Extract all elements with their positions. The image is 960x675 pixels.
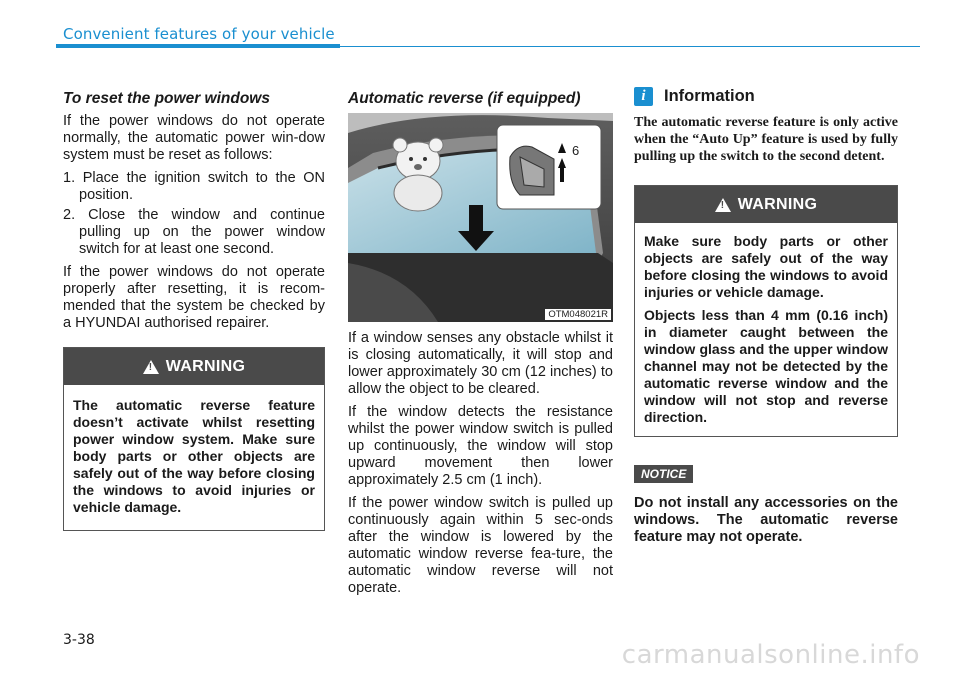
reset-steps (63, 170, 325, 258)
watermark: carmanualsonline.info (621, 640, 920, 670)
auto-reverse-paragraph: If the power window switch is pulled up continuously again within 5 sec-onds after the window is lowered by the automatic window reverse fea-ture, the automatic window reverse will not operate. (348, 495, 613, 596)
warning-triangle-icon: ! (143, 360, 159, 374)
notice-badge: NOTICE (634, 465, 693, 483)
figure-callout: 6 (572, 143, 580, 158)
information-text: The automatic reverse feature is only active when the “Auto Up” feature is used by fully pulling up the switch to the second detent. (634, 115, 898, 164)
information-title: Information (664, 87, 755, 105)
warning-box-reset (63, 347, 325, 531)
warning-label: WARNING (165, 357, 246, 375)
warning-box-objects (634, 185, 898, 437)
figure-label: OTM048021R (545, 309, 611, 320)
reset-step: 1. Place the ignition switch to the ON position. (63, 170, 325, 203)
reset-intro: If the power windows do not operate normally, the automatic power win-dow system must be reset as follows: (63, 113, 325, 163)
reset-outro: If the power windows do not operate properly after resetting, it is recom-mended that the system be checked by a HYUNDAI authorised repairer. (63, 264, 325, 331)
warning-header (635, 186, 897, 223)
warning-label: WARNING (737, 195, 818, 213)
auto-reverse-paragraph: If a window senses any obstacle whilst it is closing automatically, it will stop and lower approximately 30 cm (12 inches) to allow the object to be cleared. (348, 330, 613, 397)
warning-text: Make sure body parts or other objects are safely out of the way before closing the windows to avoid injuries or vehicle damage. (644, 233, 888, 300)
window-illustration-svg (348, 113, 613, 322)
warning-triangle-icon: ! (715, 198, 731, 212)
section-title: Convenient features of your vehicle (63, 25, 335, 43)
warning-header (64, 348, 324, 385)
column-left (63, 90, 325, 531)
auto-reverse-heading: Automatic reverse (if equipped) (348, 90, 581, 107)
page-number: 3-38 (63, 632, 95, 648)
auto-reverse-paragraph: If the window detects the resistance whilst the power window switch is pulled up continuously, the window will stop upward movement then lower approximately 2.5 cm (1 inch). (348, 404, 613, 488)
reset-heading: To reset the power windows (63, 90, 270, 107)
information-header (634, 87, 898, 106)
reset-step: 2. Close the window and continue pulling up on the power window switch for at least one second. (63, 207, 325, 257)
window-illustration (348, 113, 613, 322)
warning-text: Objects less than 4 mm (0.16 inch) in diameter caught between the window glass and the upper window channel may not be detected by the automatic reverse window and the window will not stop and reverse direction. (644, 307, 888, 425)
header-rule-thin (340, 46, 920, 47)
info-icon: i (634, 87, 653, 106)
column-middle (348, 90, 613, 603)
header-rule-thick (56, 44, 340, 48)
column-right (634, 87, 898, 546)
notice-text: Do not install any accessories on the windows. The automatic reverse feature may not operate. (634, 495, 898, 545)
warning-text: The automatic reverse feature doesn’t activate whilst resetting power window system. Make sure body parts or other objects are safely out of the way before closing the windows to avoid injuries or vehicle damage. (73, 397, 315, 515)
